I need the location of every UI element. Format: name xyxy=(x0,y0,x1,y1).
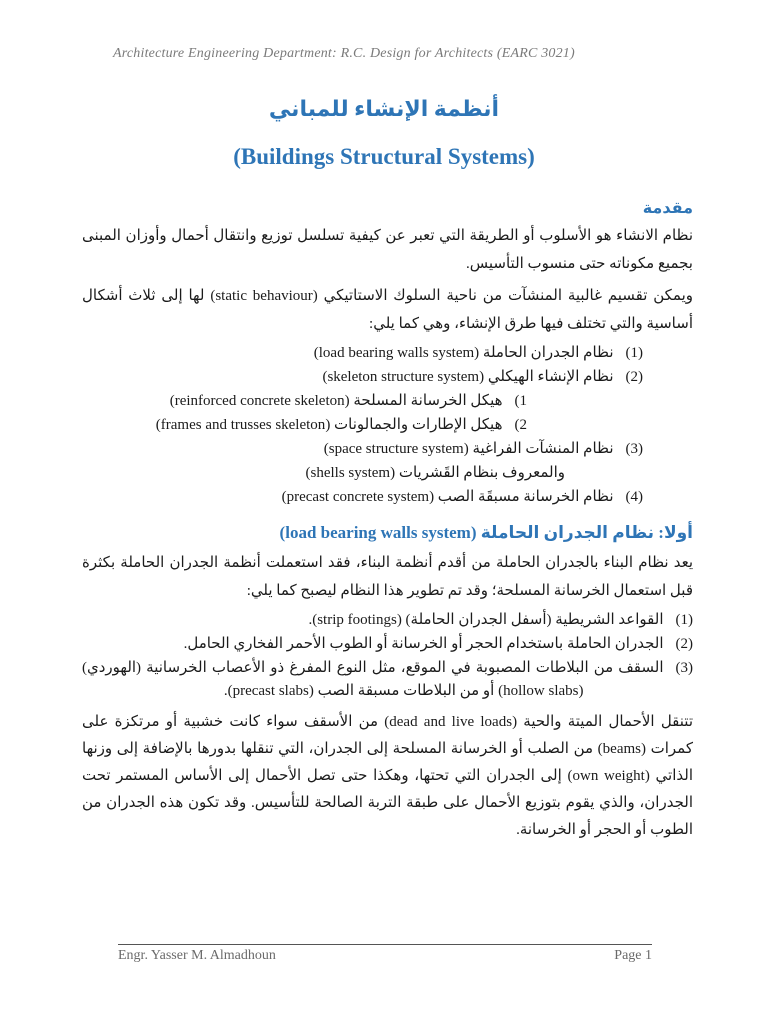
intro-paragraph-2: ويمكن تقسيم غالبية المنشآت من ناحية السلوك الاستاتيكي (static behaviour) لها إلى ثلاث أشكال أساسية والتي تختلف فيها طرق الإنشاء، وهي كما يلي: xyxy=(82,288,694,332)
list-item-text: نظام المنشآت الفراغية (space structure system) xyxy=(323,441,614,457)
section-one-paragraph-1: يعد نظام البناء بالجدران الحاملة من أقدم أنظمة البناء، فقد استعملت أنظمة الجدران الحاملة بكثرة قبل استعمال الخرسانة المسلحة؛ وقد تم تطوير هذا النظام ليصبح كما يلي: xyxy=(82,555,693,599)
list-item-text: نظام الجدران الحاملة (load bearing walls system) xyxy=(313,345,614,361)
intro-heading: مقدمة xyxy=(642,200,693,217)
list-subitem xyxy=(82,390,693,413)
footer-author: Engr. Yasser M. Almadhoun xyxy=(118,948,276,963)
list-item xyxy=(82,633,693,656)
list-marker: (4) xyxy=(625,489,643,505)
list-subitem xyxy=(82,414,693,437)
list-marker: (3) xyxy=(625,441,643,457)
list-item xyxy=(82,657,693,703)
list-subitem xyxy=(82,462,693,485)
list-marker: (1) xyxy=(625,345,643,361)
document-title-english: (Buildings Structural Systems) xyxy=(233,144,535,169)
list-item-text: هيكل الإطارات والجمالونات (frames and trusses skeleton) xyxy=(155,417,503,433)
structural-systems-list xyxy=(82,342,693,509)
list-marker: (3) xyxy=(675,660,693,676)
list-marker: (2) xyxy=(625,369,643,385)
list-item-text: الجدران الحاملة باستخدام الحجر أو الخرسانة أو الطوب الأحمر الفخاري الحامل. xyxy=(183,636,664,652)
list-marker: 2) xyxy=(514,417,527,433)
page-footer xyxy=(118,944,652,964)
document-body xyxy=(82,198,693,848)
footer-page-number: Page 1 xyxy=(614,948,652,963)
list-item-text: نظام الخرسانة مسبقَة الصب (precast concrete system) xyxy=(281,489,614,505)
list-item-text: والمعروف بنظام القَشريات (shells system) xyxy=(305,465,565,481)
document-title-arabic: أنظمة الإنشاء للمباني xyxy=(268,96,500,121)
list-item-text: نظام الإنشاء الهيكلي (skeleton structure system) xyxy=(322,369,614,385)
list-item-text: هيكل الخرسانة المسلحة (reinforced concrete skeleton) xyxy=(169,393,503,409)
list-marker: 1) xyxy=(514,393,527,409)
list-marker: (1) xyxy=(675,612,693,628)
development-list xyxy=(82,609,693,703)
section-one-paragraph-2: تتنقل الأحمال الميتة والحية (dead and live loads) من الأسقف سواء كانت خشبية أو مرتكزة على كمرات (beams) من الصلب أو الخرسانة المسلحة إلى الجدران، التي تنقلها بدورها بالإضافة إلى وزنها الذاتي (own weight) إلى الجدران التي تحتها، وهكذا حتى تصل الأحمال إلى الأساس المستمر تحت الجدران، والذي يقوم بتوزيع الأحمال على طبقة التربة الصالحة للتأسيس. وقد تكون هذه الجدران من الطوب أو الحجر أو الخرسانة. xyxy=(82,714,693,838)
list-item-text: السقف من البلاطات المصبوبة في الموقع، مثل النوع المفرغ ذو الأعصاب الخرسانية (الهوردي) (hollow slabs) أو من البلاطات مسبقة الصب (precast slabs). xyxy=(82,660,664,699)
section-one-heading: أولا: نظام الجدران الحاملة (load bearing walls system) xyxy=(279,523,693,542)
list-item xyxy=(82,609,693,632)
page-header: Architecture Engineering Department: R.C. Design for Architects (EARC 3021) xyxy=(113,46,575,61)
list-item-text: القواعد الشريطية (أسفل الجدران الحاملة) (strip footings). xyxy=(308,612,664,628)
list-item xyxy=(82,438,693,461)
list-item xyxy=(82,486,693,509)
list-item xyxy=(82,366,693,389)
list-item xyxy=(82,342,693,365)
list-marker: (2) xyxy=(675,636,693,652)
intro-paragraph-1: نظام الانشاء هو الأسلوب أو الطريقة التي تعبر عن كيفية تسلسل توزيع وانتقال أحمال وأوزان المبنى بجميع مكوناته حتى منسوب التأسيس. xyxy=(82,228,693,272)
